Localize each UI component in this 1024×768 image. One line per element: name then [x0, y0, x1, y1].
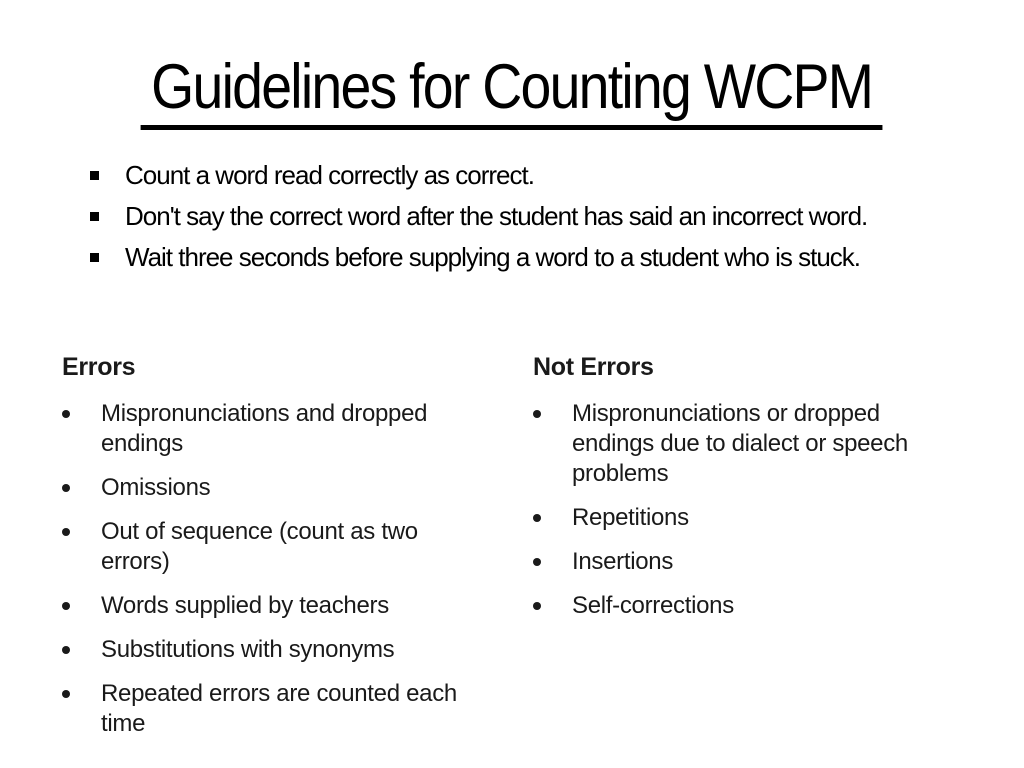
title-area: [0, 54, 1024, 130]
guideline-item-text: Wait three seconds before supplying a word to a student who is stuck.: [125, 242, 861, 272]
square-bullet-icon: [90, 212, 99, 221]
error-item-text: Omissions: [101, 474, 211, 501]
not-error-item-text: Self-corrections: [572, 592, 734, 619]
round-bullet-icon: [62, 690, 70, 698]
error-item: [62, 635, 477, 665]
error-item: [62, 399, 477, 459]
guideline-item: [90, 239, 948, 276]
guideline-item-text: Count a word read correctly as correct.: [125, 160, 534, 190]
round-bullet-icon: [62, 602, 70, 610]
round-bullet-icon: [62, 646, 70, 654]
guideline-item: [90, 157, 948, 194]
square-bullet-icon: [90, 253, 99, 262]
not-error-item-text: Mispronunciations or dropped endings due to dialect or speech problems: [572, 400, 908, 487]
round-bullet-icon: [62, 410, 70, 418]
guidelines-list: [90, 157, 948, 280]
not-error-item: [533, 547, 954, 577]
square-bullet-icon: [90, 171, 99, 180]
slide-title: Guidelines for Counting WCPM: [141, 54, 883, 130]
error-item: [62, 591, 477, 621]
not-error-item: [533, 503, 954, 533]
error-item-text: Repeated errors are counted each time: [101, 680, 457, 737]
round-bullet-icon: [533, 558, 541, 566]
not-error-item: [533, 399, 954, 489]
not-errors-heading: Not Errors: [533, 353, 654, 381]
not-error-item-text: Insertions: [572, 548, 674, 575]
errors-heading: Errors: [62, 353, 136, 381]
round-bullet-icon: [533, 410, 541, 418]
error-item: [62, 679, 477, 739]
guideline-item-text: Don't say the correct word after the student has said an incorrect word.: [125, 201, 868, 231]
not-errors-column: [533, 352, 954, 635]
error-item-text: Words supplied by teachers: [101, 592, 389, 619]
error-item: [62, 517, 477, 577]
not-error-item: [533, 591, 954, 621]
error-item-text: Mispronunciations and dropped endings: [101, 400, 428, 457]
error-item-text: Substitutions with synonyms: [101, 636, 395, 663]
errors-column: [62, 352, 477, 753]
round-bullet-icon: [533, 514, 541, 522]
guideline-item: [90, 198, 948, 235]
not-error-item-text: Repetitions: [572, 504, 689, 531]
round-bullet-icon: [62, 484, 70, 492]
error-item-text: Out of sequence (count as two errors): [101, 518, 418, 575]
error-item: [62, 473, 477, 503]
round-bullet-icon: [62, 528, 70, 536]
round-bullet-icon: [533, 602, 541, 610]
